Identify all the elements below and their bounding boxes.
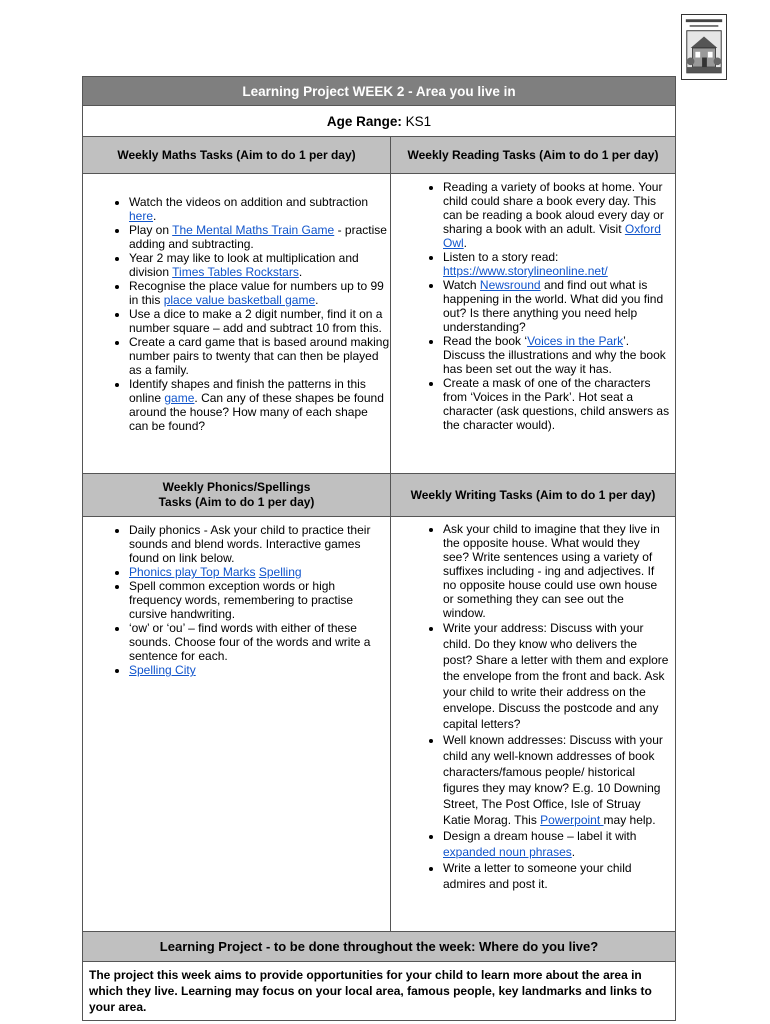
phonics-play-link[interactable]: Phonics play	[129, 565, 201, 579]
list-item	[129, 565, 390, 579]
project-description: The project this week aims to provide opportunities for your child to learn more about the area in which they live. Learning may focus on your local area, famous people, key landmarks and links to your area.	[83, 962, 676, 1021]
maths-heading: Weekly Maths Tasks (Aim to do 1 per day)	[83, 137, 391, 174]
list-item: • Write your address: Discuss with your child. Do they know who delivers the post? Share a letter with them and explore the envelope from the front and back. Ask your child to write their address on the envelope. Discuss the postcode and any capital letters?	[443, 620, 669, 732]
phonics-tasks-cell	[83, 517, 391, 932]
mental-maths-train-link[interactable]: The Mental Maths Train Game	[172, 223, 335, 237]
list-item: • Year 2 may like to look at multiplication and division Times Tables Rockstars.	[129, 251, 390, 279]
newsround-link[interactable]: Newsround	[479, 278, 541, 292]
list-item: • Spell common exception words or high frequency words, remembering to practise cursive handwriting.	[129, 579, 390, 621]
list-item: • Design a dream house – label it with expanded noun phrases.	[443, 828, 669, 860]
list-item: • Read the book ‘Voices in the Park’. Discuss the illustrations and why the book has been set out the way it has.	[443, 334, 671, 376]
list-item: • Play on The Mental Maths Train Game - practise adding and subtracting.	[129, 223, 390, 251]
list-item: • Create a mask of one of the characters from ‘Voices in the Park’. Hot seat a character (ask questions, child answers as the character would).	[443, 376, 671, 432]
list-item: • Identify shapes and finish the patterns in this online game. Can any of these shapes be found around the house? How many of each shape can be found?	[129, 377, 390, 433]
spelling-link[interactable]: Spelling	[258, 565, 302, 579]
maths-task-list	[83, 195, 390, 433]
list-item: • Listen to a story read: https://www.storylineonline.net/	[443, 250, 671, 278]
maths-tasks-cell	[83, 174, 391, 474]
learning-project-table	[82, 76, 676, 1021]
writing-tasks-cell	[391, 517, 676, 932]
storyline-online-link[interactable]: https://www.storylineonline.net/	[443, 264, 608, 278]
expanded-noun-phrases-link[interactable]: expanded noun phrases	[443, 845, 572, 859]
reading-tasks-cell	[391, 174, 676, 474]
maths-videos-link[interactable]: here	[129, 209, 154, 223]
list-item: • Reading a variety of books at home. Your child could share a book every day. This can be reading a book aloud every day or sharing a book with an adult. Visit Oxford Owl.	[443, 180, 671, 250]
page-title: Learning Project WEEK 2 - Area you live in	[83, 77, 676, 106]
list-item: • Use a dice to make a 2 digit number, find it on a number square – add and subtract 10 from this.	[129, 307, 390, 335]
age-range-label: Age Range:	[326, 113, 402, 129]
voices-in-the-park-link[interactable]: Voices in the Park	[527, 334, 624, 348]
list-item: • Daily phonics - Ask your child to practice their sounds and blend words. Interactive games found on link below.	[129, 523, 390, 565]
reading-heading: Weekly Reading Tasks (Aim to do 1 per day)	[391, 137, 676, 174]
age-range-value: KS1	[405, 113, 432, 129]
powerpoint-link[interactable]: Powerpoint	[540, 813, 604, 827]
reading-task-list	[391, 180, 675, 432]
shapes-game-link[interactable]: game	[164, 391, 195, 405]
times-tables-rockstars-link[interactable]: Times Tables Rockstars	[172, 265, 299, 279]
list-item: • Ask your child to imagine that they live in the opposite house. What would they see? Write sentences using a variety of suffixes including - ing and adjectives. If no opposite house could use own house or something they can see out the window.	[443, 522, 669, 620]
school-logo-icon	[682, 15, 726, 79]
list-item: • Watch the videos on addition and subtraction here.	[129, 195, 390, 223]
list-item: • Write a letter to someone your child admires and post it.	[443, 860, 669, 892]
list-item: • Recognise the place value for numbers up to 99 in this place value basketball game.	[129, 279, 390, 307]
spelling-city-link[interactable]: Spelling City	[129, 663, 196, 677]
phonics-heading: Weekly Phonics/Spellings Tasks (Aim to do 1 per day)	[83, 474, 391, 517]
list-item: • ‘ow’ or ‘ou’ – find words with either of these sounds. Choose four of the words and write a sentence for each.	[129, 621, 390, 663]
list-item: • Well known addresses: Discuss with your child any well-known addresses of book characters/famous people/ historical figures they may know? E.g. 10 Downing Street, The Post Office, Isle of Struay Katie Morag. This Powerpoint may help.	[443, 732, 669, 828]
oxford-owl-link[interactable]: Oxford Owl	[443, 222, 661, 250]
list-item	[129, 663, 390, 677]
writing-heading: Weekly Writing Tasks (Aim to do 1 per day)	[391, 474, 676, 517]
age-range	[83, 106, 676, 137]
list-item: • Create a card game that is based around making number pairs to twenty that can then be played as a family.	[129, 335, 390, 377]
top-marks-link[interactable]: Top Marks	[200, 565, 256, 579]
place-value-basketball-link[interactable]: place value basketball game	[163, 293, 316, 307]
phonics-task-list	[83, 523, 390, 677]
writing-task-list	[391, 522, 675, 892]
project-heading: Learning Project - to be done throughout the week: Where do you live?	[83, 932, 676, 962]
school-logo	[681, 14, 727, 80]
list-item: • Watch Newsround and find out what is happening in the world. What did you find out? Is there anything you need help understanding?	[443, 278, 671, 334]
